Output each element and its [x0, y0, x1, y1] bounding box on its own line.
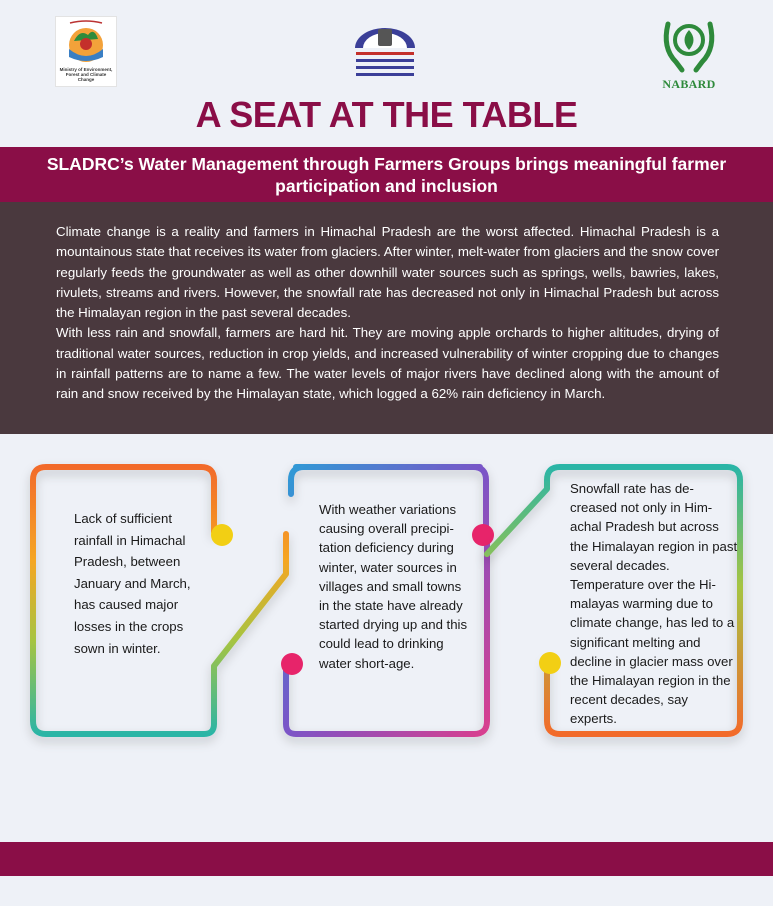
ministry-emblem-icon: [56, 17, 116, 69]
nabard-hands-leaf-icon: [656, 14, 722, 76]
hp-emblem-icon: [348, 26, 422, 80]
subtitle-banner: [0, 147, 773, 202]
card-2-text: With weather variations causing overall precipi-tation deficiency during winter, water sources in villages and small towns in the state have already started drying up and this could lead to drinking water short-age.: [319, 502, 468, 671]
nabard-wordmark: NABARD: [662, 77, 716, 91]
intro-paragraph-1: Climate change is a reality and farmers in Himachal Pradesh are the worst affected. Himachal Pradesh is a mountainous state that receives its water from glaciers. After winter, melt-water from glaciers and the snow cover regularly feeds the groundwater as well as other downhill water sources such as springs, wells, bawries, lakes, rivulets, streams and rivers. However, the snowfall rate has decreased not only in Himachal Pradesh but across the Himalayan region in the past several decades.: [56, 224, 719, 321]
frame-1-dot-icon: [211, 524, 233, 546]
card-1-text: Lack of sufficient rainfall in Himachal Pradesh, between January and March, has caused major losses in the crops sown in winter.: [74, 511, 191, 656]
intro-paragraph-2: With less rain and snowfall, farmers are hard hit. They are moving apple orchards to higher altitudes, drying of traditional water sources, reduction in crop yields, and increased vulnerability of winter cropping due to changes in rainfall patterns are to name a few. The water levels of major rivers have declined along with the amount of rain and snow received by the Himalayan state, which logged a 62% rain deficiency in March.: [56, 325, 719, 402]
subtitle-text: SLADRC’s Water Management through Farmers Groups brings meaningful farmer participation and inclusion: [46, 153, 727, 196]
ministry-caption: Ministry of Environment, Forest and Climate Change: [59, 67, 113, 82]
frame-3-dot-icon: [539, 652, 561, 674]
nabard-logo: [656, 14, 722, 92]
frame-2-dot-bottom-icon: [281, 653, 303, 675]
himachal-pradesh-emblem: [348, 26, 422, 80]
frame-2-dot-top-icon: [472, 524, 494, 546]
intro-section: [0, 202, 773, 434]
card-3-text: Snowfall rate has de-creased not only in Him-achal Pradesh but across the Himalayan region in past several decades. Temperature over the Hi-malayas warming due to climate change, has led to a significant melting and decline in glacier mass over the Himalayan region in the recent decades, say experts.: [570, 481, 738, 727]
page-title: A SEAT AT THE TABLE: [195, 94, 578, 135]
ministry-logo: [55, 16, 117, 87]
footer-band: [0, 842, 773, 876]
